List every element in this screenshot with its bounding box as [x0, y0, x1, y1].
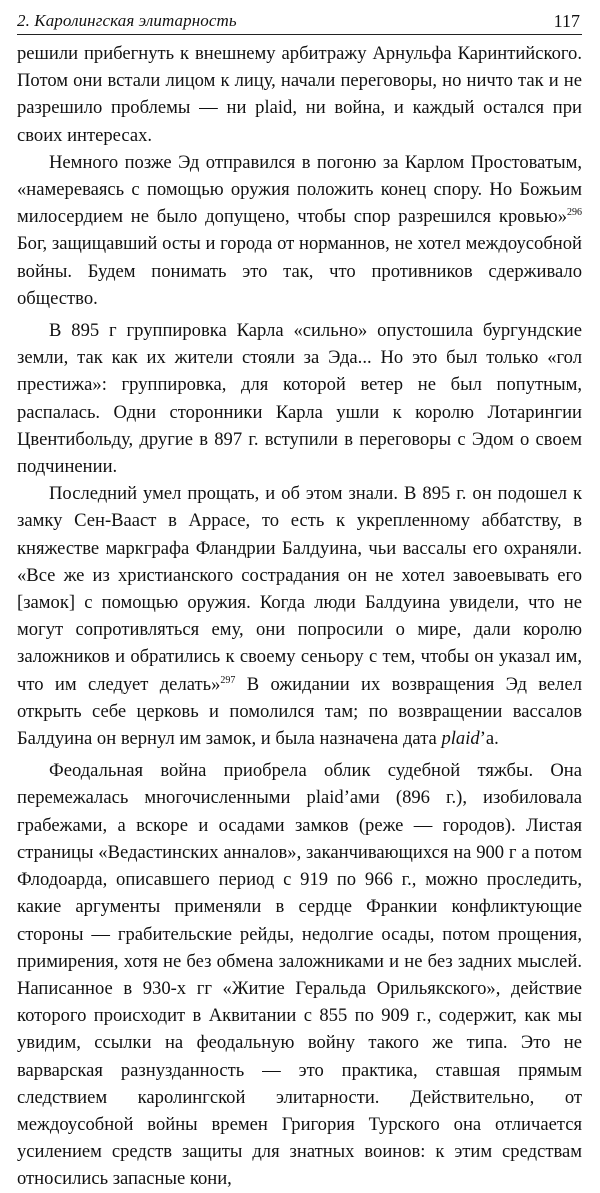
paragraph-4-text-after: ’а. [479, 728, 499, 750]
paragraph-2 [17, 149, 582, 312]
plaid-italic-term: plaid [441, 728, 480, 750]
footnote-ref-297[interactable]: 297 [220, 674, 236, 686]
paragraph-5 [17, 757, 582, 1192]
paragraph-2-text-after: Бог, защищавший осты и города от норманнов, не хотел междоусобной войны. Будем понимать это так, что противников сдерживало общество. [17, 233, 582, 309]
section-title: 2. Каролингская элитарность [17, 11, 237, 30]
paragraph-1 [17, 40, 582, 149]
paragraph-3-text: В 895 г группировка Карла «сильно» опустошила бургундские земли, так как их жители стояли за Эда... Но это был только «гол престижа»: группировка, для которой ветер не был попутным, распалась. Одни сторонники Карла ушли к королю Лотарингии Цвентибольду, другие в 897 г. вступили в переговоры с Эдом о своем подчинении. [17, 320, 582, 478]
paragraph-2-text-before: Немного позже Эд отправился в погоню за Карлом Простоватым, «намереваясь с помощью оружия положить конец спору. Но Божьим милосердием не было допущено, чтобы спор разрешился кровью» [17, 151, 582, 228]
footnote-ref-296[interactable]: 296 [567, 207, 582, 219]
paragraph-4 [17, 480, 582, 752]
paragraph-5-text: Феодальная война приобрела облик судебной тяжбы. Она перемежалась многочисленными plaid’ами (896 г.), изобиловала грабежами, а вскоре и осадами замков (реже — городов). Листая страницы «Ведастинских анналов», заканчивающихся на 900 г а потом Флодоарда, описавшего период с 919 по 966 г., можно проследить, какие аргументы применяли в сердце Франкии конфликтующие стороны — грабительские рейды, недолгие осады, потом прощения, примирения, хотя не без обмена заложниками и не без задних мыслей. Написанное в 930-х гг «Житие Геральда Орильякского», действие которого происходит в Аквитании с 855 по 909 г., содержит, как мы увидим, ссылки на феодальную войну такого же типа. Это не варварская разнузданность — это практика, ставшая прямым следствием каролингской элитарности. Действительно, от междоусобной войны времен Григория Турского она отличается усилением средств защиты для знатных воинов: к этим средствам относились запасные кони, [17, 760, 582, 1190]
body-text [17, 40, 582, 1193]
paragraph-4-text-before: Последний умел прощать, и об этом знали. В 895 г. он подошел к замку Сен-Вааст в Аррасе, то есть к укрепленному аббатству, в княжестве маркграфа Фландрии Балдуина, чьи вассалы его охраняли. «Все же из христианского сострадания он не хотел завоевывать его [замок] с помощью оружия. Когда люди Балдуина увидели, что не могут сопротивляться ему, они попросили о мире, дали королю заложников и обратились к своему сеньору с тем, чтобы он указал им, что им следует делать» [17, 483, 582, 695]
paragraph-4-text-middle: В ожидании их возвращения Эд велел открыть себе церковь и помолился там; по возвращении вассалов Балдуина он вернул им замок, и была назначена дата [17, 673, 582, 750]
page-number: 117 [553, 11, 580, 31]
paragraph-3 [17, 317, 582, 480]
paragraph-1-text: решили прибегнуть к внешнему арбитражу Арнульфа Каринтийского. Потом они встали лицом к лицу, начали переговоры, но ничто так и не разрешило проблемы — ни plaid, ни война, и каждый остался при своих интересах. [17, 43, 582, 146]
running-head [17, 8, 582, 35]
